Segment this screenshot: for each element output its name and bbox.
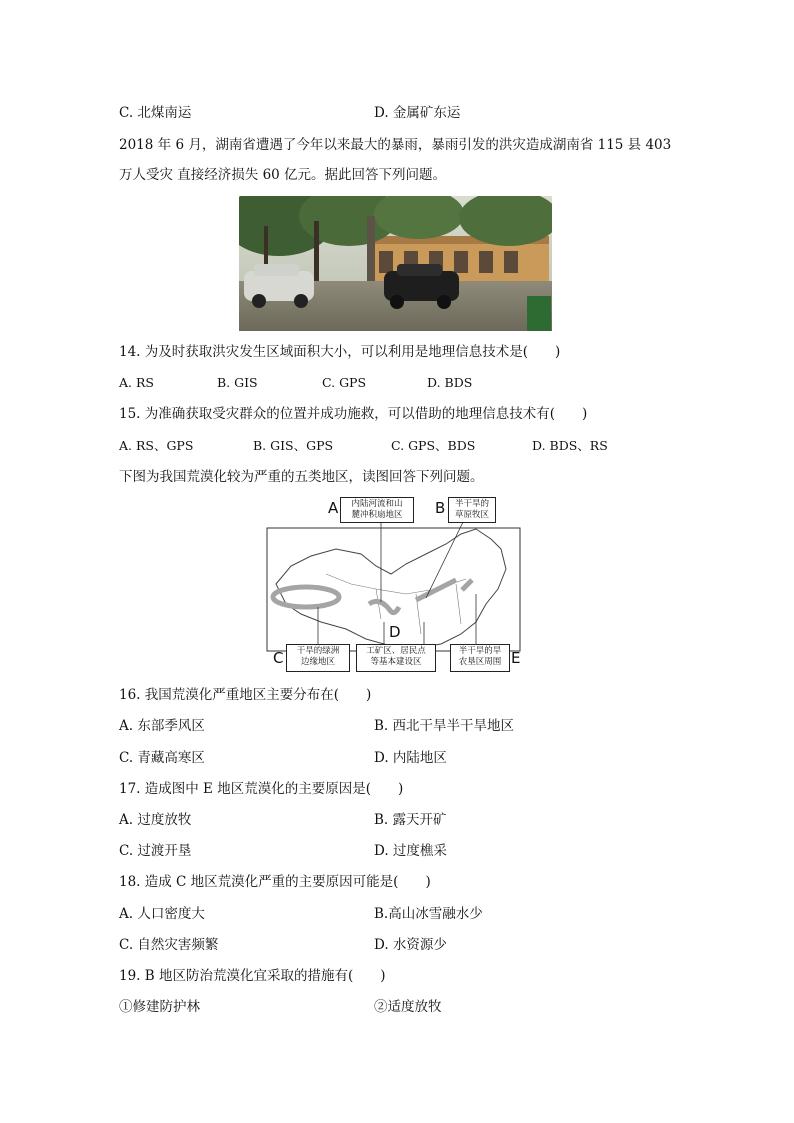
q15-option-c: C. GPS、BDS <box>391 438 476 453</box>
flood-intro-line1: 2018 年 6 月，湖南省遭遇了今年以来最大的暴雨，暴雨引发的洪灾造成湖南省 115 县 403 <box>119 137 672 153</box>
map-box-a <box>340 497 414 523</box>
q14-option-d: D. BDS <box>427 375 473 390</box>
map-label-b: B <box>435 499 446 517</box>
q17-option-b: B. 露天开矿 <box>374 812 447 828</box>
map-box-a-line1: 内陆河流和山 <box>351 499 403 509</box>
q18-option-a: A. 人口密度大 <box>119 906 205 922</box>
q15-stem: 15. 为准确获取受灾群众的位置并成功施救，可以借助的地理信息技术有( ) <box>119 406 588 422</box>
map-box-e-line1: 半干旱的旱 <box>458 646 502 656</box>
q13-option-d: D. 金属矿东运 <box>374 105 461 121</box>
map-box-b-line1: 半干旱的 <box>454 499 489 509</box>
q19-option-2: ②适度放牧 <box>374 999 442 1015</box>
map-box-b-line2: 草原牧区 <box>454 510 489 520</box>
map-box-e <box>450 644 510 672</box>
map-label-a: A <box>328 499 339 517</box>
desertification-map-figure <box>266 494 526 676</box>
map-box-b <box>448 497 496 523</box>
q17-option-c: C. 过渡开垦 <box>119 843 192 859</box>
q14-option-a: A. RS <box>119 375 154 390</box>
q16-stem: 16. 我国荒漠化严重地区主要分布在( ) <box>119 687 372 703</box>
q18-option-c: C. 自然灾害频繁 <box>119 937 219 953</box>
q16-option-a: A. 东部季风区 <box>119 718 205 734</box>
q18-option-b: B.高山冰雪融水少 <box>374 906 483 922</box>
q15-option-b: B. GIS、GPS <box>253 438 334 453</box>
flood-intro-line2: 万人受灾 直接经济损失 60 亿元。据此回答下列问题。 <box>119 167 447 183</box>
q18-stem: 18. 造成 C 地区荒漠化严重的主要原因可能是( ) <box>119 874 431 890</box>
map-label-e: E <box>511 649 521 667</box>
q17-option-a: A. 过度放牧 <box>119 812 192 828</box>
map-box-d-line2: 等基本建设区 <box>370 657 422 667</box>
q15-option-d: D. BDS、RS <box>532 438 608 453</box>
q15-option-a: A. RS、GPS <box>119 438 194 453</box>
q16-option-d: D. 内陆地区 <box>374 750 447 766</box>
q19-option-1: ①修建防护林 <box>119 999 200 1015</box>
map-box-a-line2: 麓冲积扇地区 <box>351 510 403 520</box>
map-label-c: C <box>273 649 284 667</box>
q17-stem: 17. 造成图中 E 地区荒漠化的主要原因是( ) <box>119 781 404 797</box>
q14-stem: 14. 为及时获取洪灾发生区域面积大小，可以利用是地理信息技术是( ) <box>119 344 561 360</box>
map-label-d: D <box>389 623 401 641</box>
q14-option-b: B. GIS <box>217 375 258 390</box>
map-box-c <box>286 644 350 672</box>
q19-stem: 19. B 地区防治荒漠化宜采取的措施有( ) <box>119 968 386 984</box>
q14-option-c: C. GPS <box>322 375 367 390</box>
map-box-d-line1: 工矿区、居民点 <box>366 646 426 656</box>
map-box-c-line1: 干旱的绿洲 <box>296 646 340 656</box>
desert-intro: 下图为我国荒漠化较为严重的五类地区，读图回答下列问题。 <box>119 469 484 485</box>
map-box-d <box>356 644 436 672</box>
q16-option-c: C. 青藏高寒区 <box>119 750 205 766</box>
map-box-e-line2: 农垦区周围 <box>458 657 502 667</box>
q17-option-d: D. 过度樵采 <box>374 843 447 859</box>
flood-street-photo <box>239 196 552 331</box>
q16-option-b: B. 西北干旱半干旱地区 <box>374 718 515 734</box>
q18-option-d: D. 水资源少 <box>374 937 447 953</box>
q13-option-c: C. 北煤南运 <box>119 105 192 121</box>
map-box-c-line2: 边缘地区 <box>300 657 335 667</box>
